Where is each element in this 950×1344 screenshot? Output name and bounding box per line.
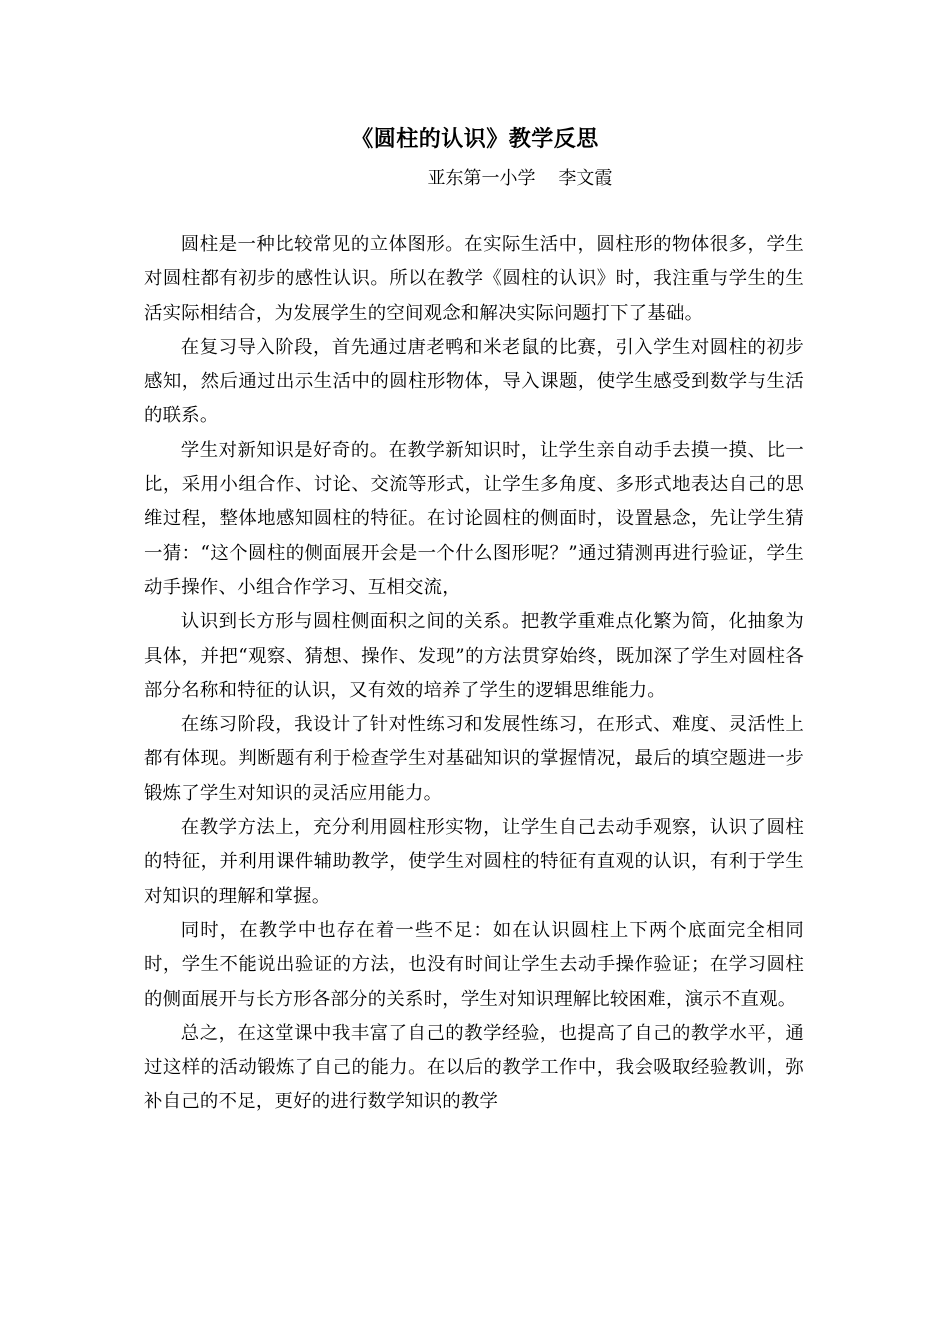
paragraph-7: 同时，在教学中也存在着一些不足：如在认识圆柱上下两个底面完全相同时，学生不能说出验证的方法，也没有时间让学生去动手操作验证；在学习圆柱的侧面展开与长方形各部分的关系时，学生对知识理解比较困难，演示不直观。 (144, 919, 804, 1010)
paragraph-6: 在教学方法上，充分利用圆柱形实物，让学生自己去动手观察，认识了圆柱的特征，并利用课件辅助教学，使学生对圆柱的特征有直观的认识，有利于学生对知识的理解和掌握。 (144, 817, 804, 907)
document-title: 《圆柱的认识》教学反思 (351, 127, 599, 152)
document-body (144, 228, 804, 1120)
paragraph-4: 认识到长方形与圆柱侧面积之间的关系。把教学重难点化繁为简，化抽象为具体，并把“观察、猜想、操作、发现”的方法贯穿始终，既加深了学生对圆柱各部分名称和特征的认识，又有效的培养了学生的逻辑思维能力。 (144, 611, 804, 701)
paragraph-8: 总之，在这堂课中我丰富了自己的教学经验，也提高了自己的教学水平，通过这样的活动锻炼了自己的能力。在以后的教学工作中，我会吸取经验教训，弥补自己的不足，更好的进行数学知识的教学 (144, 1022, 804, 1113)
author-line: 亚东第一小学 李文霞 (427, 168, 613, 189)
paragraph-5: 在练习阶段，我设计了针对性练习和发展性练习，在形式、难度、灵活性上都有体现。判断题有利于检查学生对基础知识的掌握情况，最后的填空题进一步锻炼了学生对知识的灵活应用能力。 (144, 714, 804, 804)
paragraph-1: 圆柱是一种比较常见的立体图形。在实际生活中，圆柱形的物体很多，学生对圆柱都有初步的感性认识。所以在教学《圆柱的认识》时，我注重与学生的生活实际相结合，为发展学生的空间观念和解决实际问题打下了基础。 (144, 234, 804, 324)
paragraph-2: 在复习导入阶段，首先通过唐老鸭和米老鼠的比赛，引入学生对圆柱的初步感知，然后通过出示生活中的圆柱形物体，导入课题，使学生感受到数学与生活的联系。 (144, 336, 804, 427)
paragraph-3: 学生对新知识是好奇的。在教学新知识时，让学生亲自动手去摸一摸、比一比，采用小组合作、讨论、交流等形式，让学生多角度、多形式地表达自己的思维过程，整体地感知圆柱的特征。在讨论圆柱的侧面时，设置悬念，先让学生猜一猜：“这个圆柱的侧面展开会是一个什么图形呢？”通过猜测再进行验证，学生动手操作、小组合作学习、互相交流， (144, 439, 804, 598)
